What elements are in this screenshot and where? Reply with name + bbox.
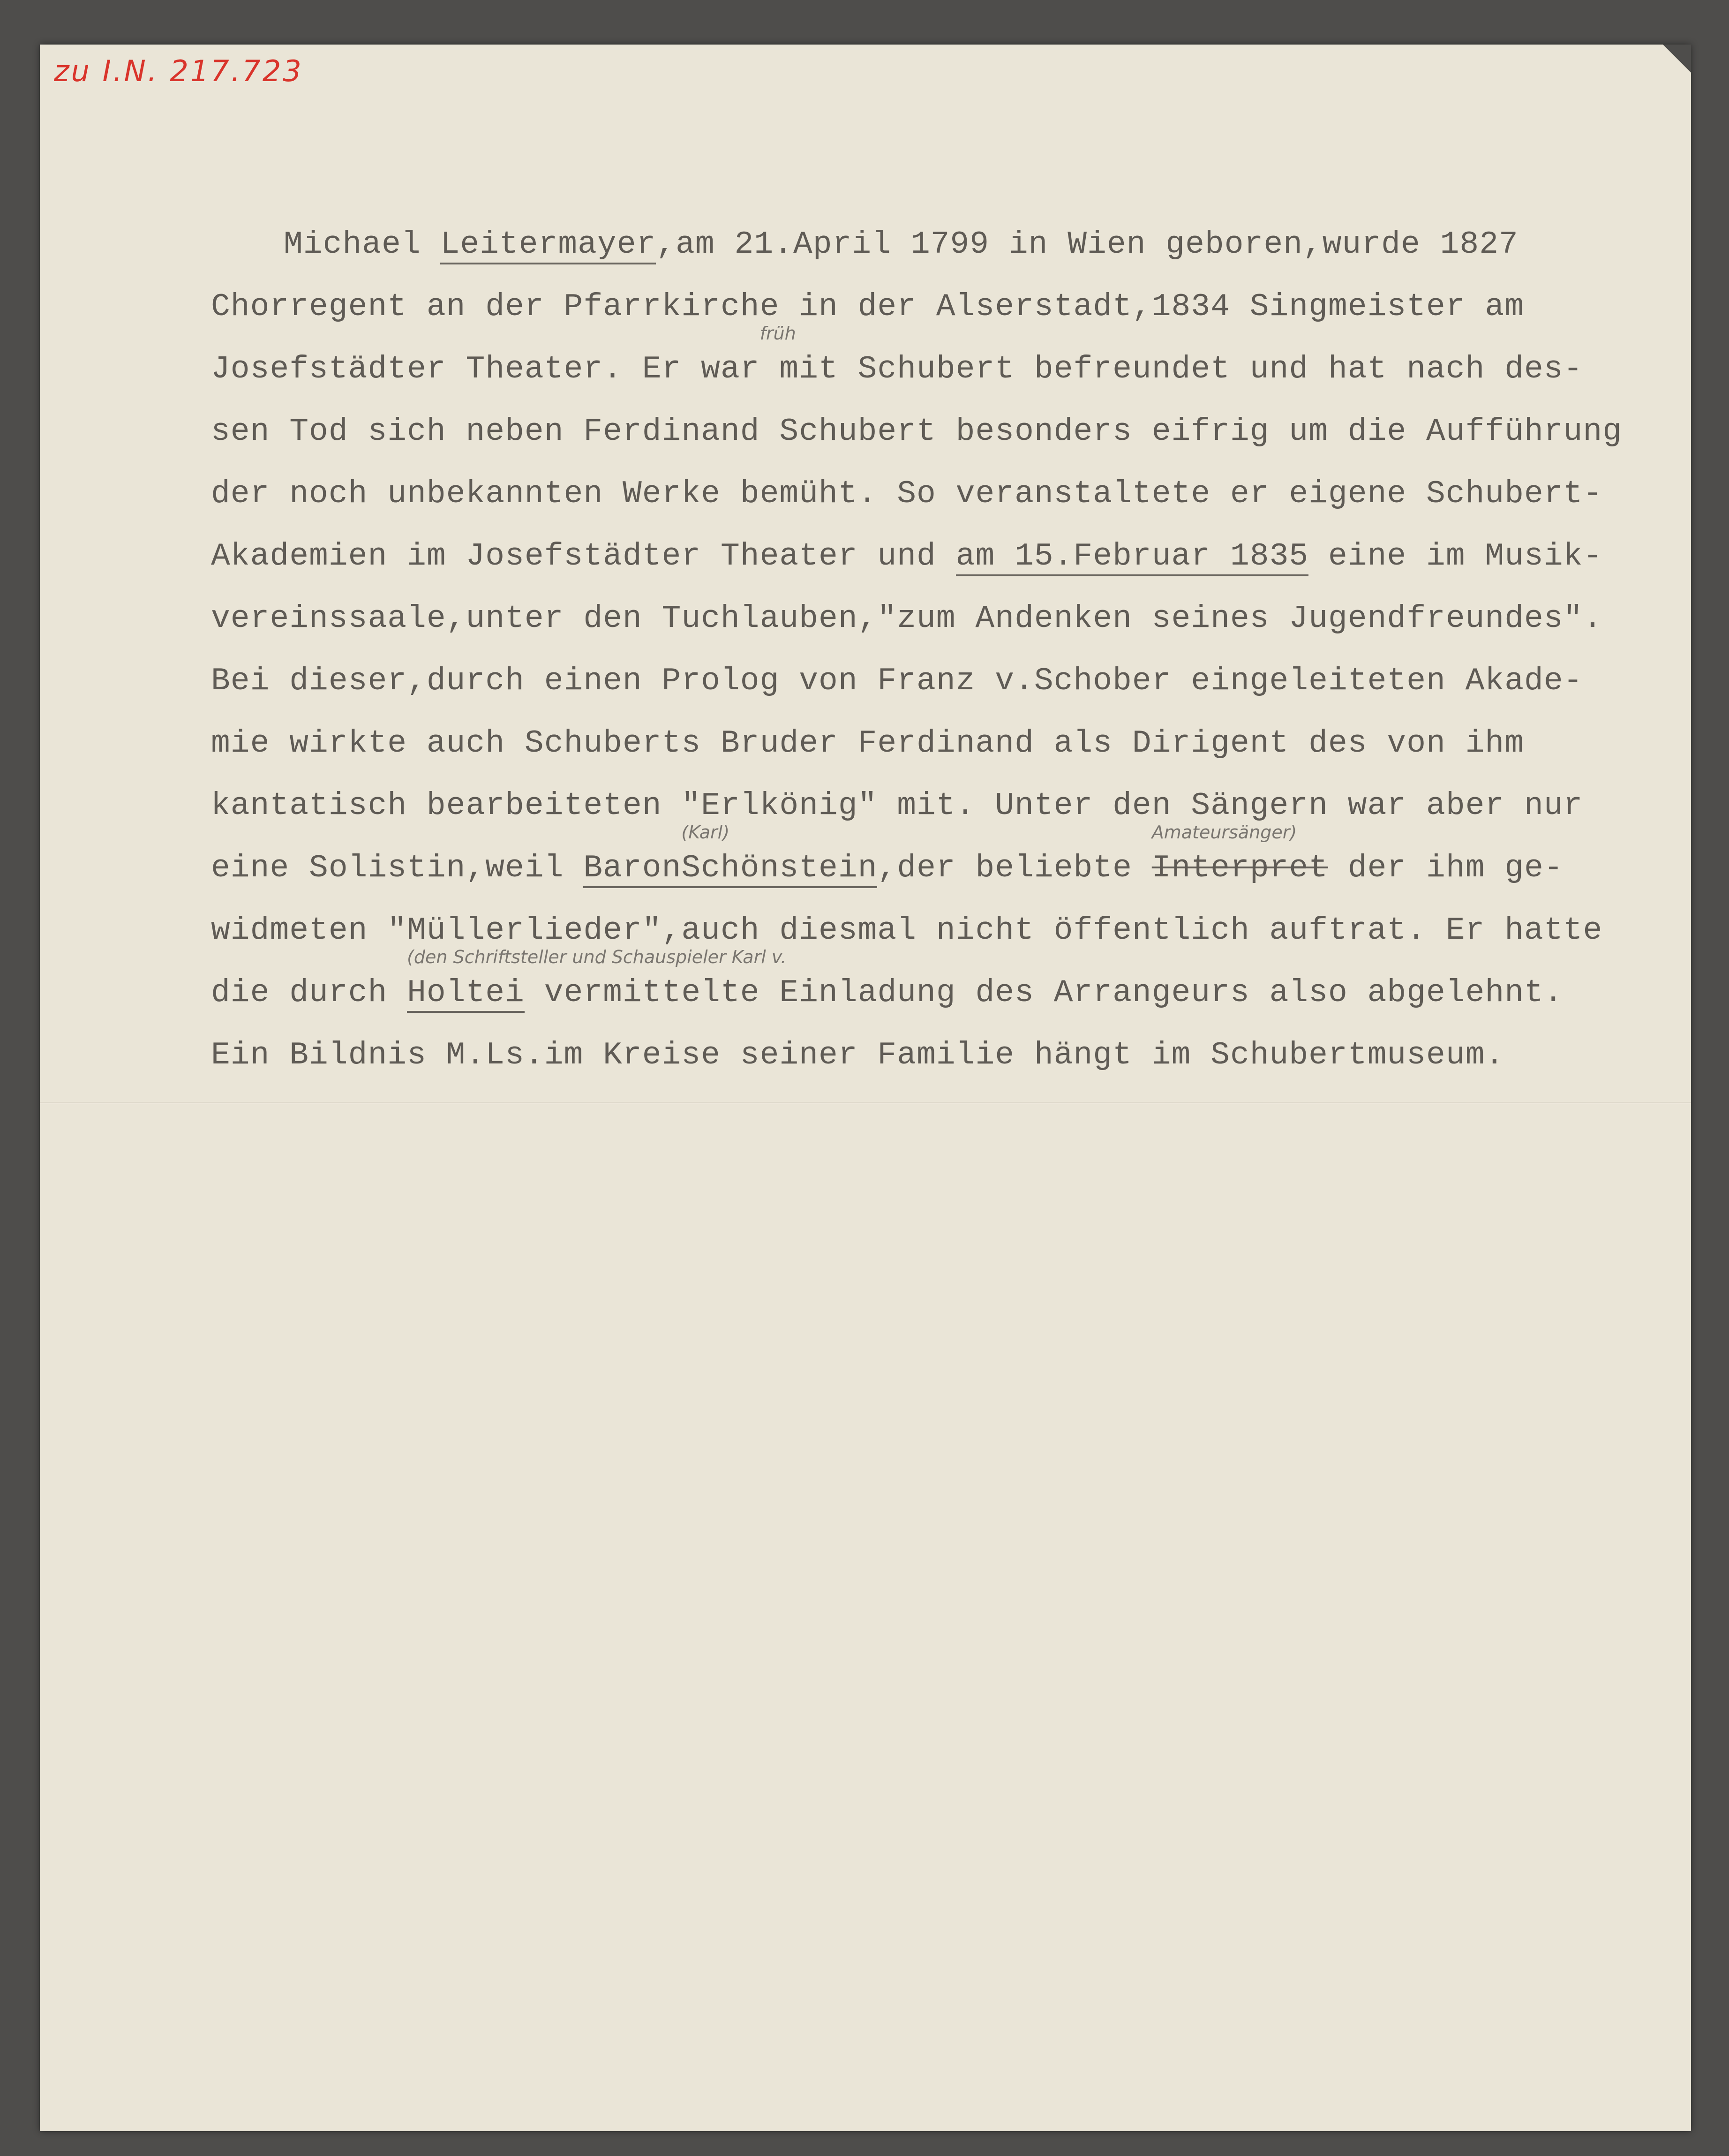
text-line-14: Ein Bildnis M.Ls.im Kreise seiner Familie hängt im Schubertmuseum. <box>211 1037 1505 1073</box>
name-baron: Baron <box>583 850 681 888</box>
handwritten-note-karl: (Karl) <box>681 822 730 843</box>
date-underlined: am 15.Februar 1835 <box>956 538 1309 576</box>
struck-word-interpret: Interpret <box>1151 850 1329 886</box>
text-line-12: widmeten "Müllerlieder",auch diesmal nicht öffentlich auftrat. Er hatte <box>211 912 1603 949</box>
folded-corner <box>1663 45 1691 73</box>
handwritten-note-frueh: früh <box>759 323 796 344</box>
name-schoenstein: Schönstein <box>681 850 877 888</box>
text-line-1: Michael Leitermayer,am 21.April 1799 in Wien geboren,wurde 1827 <box>211 213 1608 276</box>
text-line-11: eine Solistin,weil Baron (Karl) Schönstein,der beliebte Amateursänger) Interpret der ihm ge- <box>211 837 1608 899</box>
text-line-2: Chorregent an der Pfarrkirche in der Alserstadt,1834 Singmeister am <box>211 289 1525 325</box>
archive-reference-note: zu I.N. 217.723 <box>54 54 303 88</box>
handwritten-note-holtei: (den Schriftsteller und Schauspieler Karl v. <box>407 947 787 967</box>
text-line-10: kantatisch bearbeiteten "Erlkönig" mit. Unter den Sängern war aber nur <box>211 788 1583 824</box>
text-line-7: vereinssaale,unter den Tuchlauben,"zum Andenken seines Jugendfreundes". <box>211 601 1603 637</box>
handwritten-note-amateursaenger: Amateursänger) <box>1151 822 1297 843</box>
name-leitermayer: Leitermayer <box>440 226 656 264</box>
text-line-4: sen Tod sich neben Ferdinand Schubert besonders eifrig um die Aufführung <box>211 414 1623 450</box>
name-holtei: Holtei <box>407 975 525 1013</box>
typed-paragraph <box>211 213 1623 1086</box>
text-line-3: Josefstädter Theater. Er war früh mit Schubert befreundet und hat nach des- <box>211 323 1583 387</box>
text-line-6: Akademien im Josefstädter Theater und am 15.Februar 1835 eine im Musik- <box>211 525 1608 588</box>
text-line-9: mie wirkte auch Schuberts Bruder Ferdinand als Dirigent des von ihm <box>211 725 1525 761</box>
document-page <box>40 45 1691 2131</box>
text-line-5: der noch unbekannten Werke bemüht. So veranstaltete er eigene Schubert- <box>211 476 1603 512</box>
text-line-8: Bei dieser,durch einen Prolog von Franz v.Schober eingeleiteten Akade- <box>211 663 1583 699</box>
text-line-13: die durch (den Schriftsteller und Schauspieler Karl v. Holtei vermittelte Einladung des Arrangeurs also abgelehnt. <box>211 962 1608 1024</box>
